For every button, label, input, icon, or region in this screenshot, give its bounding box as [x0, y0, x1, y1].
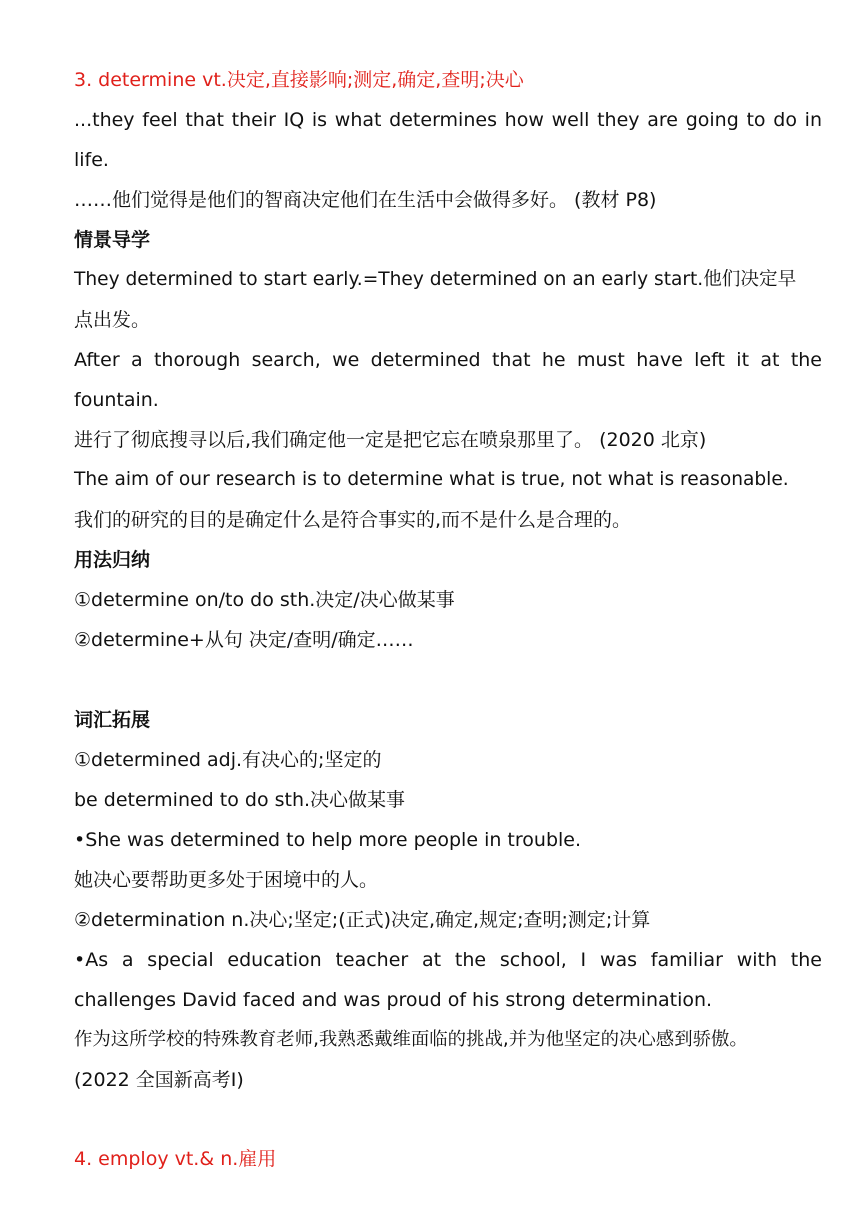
context-example-2-zh: 进行了彻底搜寻以后,我们确定他一定是把它忘在喷泉那里了。 (2020 北京): [74, 429, 707, 451]
vocab-example-2-source: (2022 全国新高考Ⅰ): [74, 1069, 244, 1091]
section-heading-usage: 用法归纳: [74, 549, 151, 571]
context-example-1: They determined to start early.=They determined on an early start.他们决定早: [74, 269, 797, 290]
usage-item-1: ①determine on/to do sth.决定/决心做某事: [74, 589, 455, 611]
textbook-example-en-cont: life.: [74, 149, 109, 171]
entry-heading-determine: 3. determine vt.决定,直接影响;测定,确定,查明;决心: [74, 69, 524, 91]
context-example-3-en: The aim of our research is to determine what is true, not what is reasonable.: [74, 469, 789, 490]
vocab-item-determined: ①determined adj.有决心的;坚定的: [74, 749, 382, 771]
entry-heading-employ: 4. employ vt.& n.雇用: [74, 1148, 277, 1170]
textbook-example-en: ...they feel that their IQ is what determines how well they are going to do in: [74, 109, 822, 131]
vocab-example-1-zh: 她决心要帮助更多处于困境中的人。: [74, 869, 379, 891]
vocab-phrase-determined: be determined to do sth.决心做某事: [74, 789, 406, 811]
context-example-3-zh: 我们的研究的目的是确定什么是符合事实的,而不是什么是合理的。: [74, 509, 632, 531]
section-heading-context: 情景导学: [74, 229, 151, 251]
vocab-example-2-zh: 作为这所学校的特殊教育老师,我熟悉戴维面临的挑战,并为他坚定的决心感到骄傲。: [74, 1029, 748, 1050]
vocab-item-determination: ②determination n.决心;坚定;(正式)决定,确定,规定;查明;测定;计算: [74, 909, 651, 931]
textbook-example-zh: ……他们觉得是他们的智商决定他们在生活中会做得多好。 (教材 P8): [74, 189, 657, 211]
vocab-example-2-en-cont: challenges David faced and was proud of his strong determination.: [74, 989, 713, 1011]
context-example-2-en: After a thorough search, we determined that he must have left it at the: [74, 349, 822, 371]
usage-item-2: ②determine+从句 决定/查明/确定……: [74, 629, 414, 651]
vocab-example-2-en: •As a special education teacher at the school, I was familiar with the: [74, 949, 822, 971]
context-example-1-cont: 点出发。: [74, 309, 151, 331]
section-heading-vocabulary: 词汇拓展: [74, 709, 151, 731]
vocab-example-1-en: •She was determined to help more people in trouble.: [74, 829, 582, 851]
context-example-2-en-cont: fountain.: [74, 389, 159, 411]
